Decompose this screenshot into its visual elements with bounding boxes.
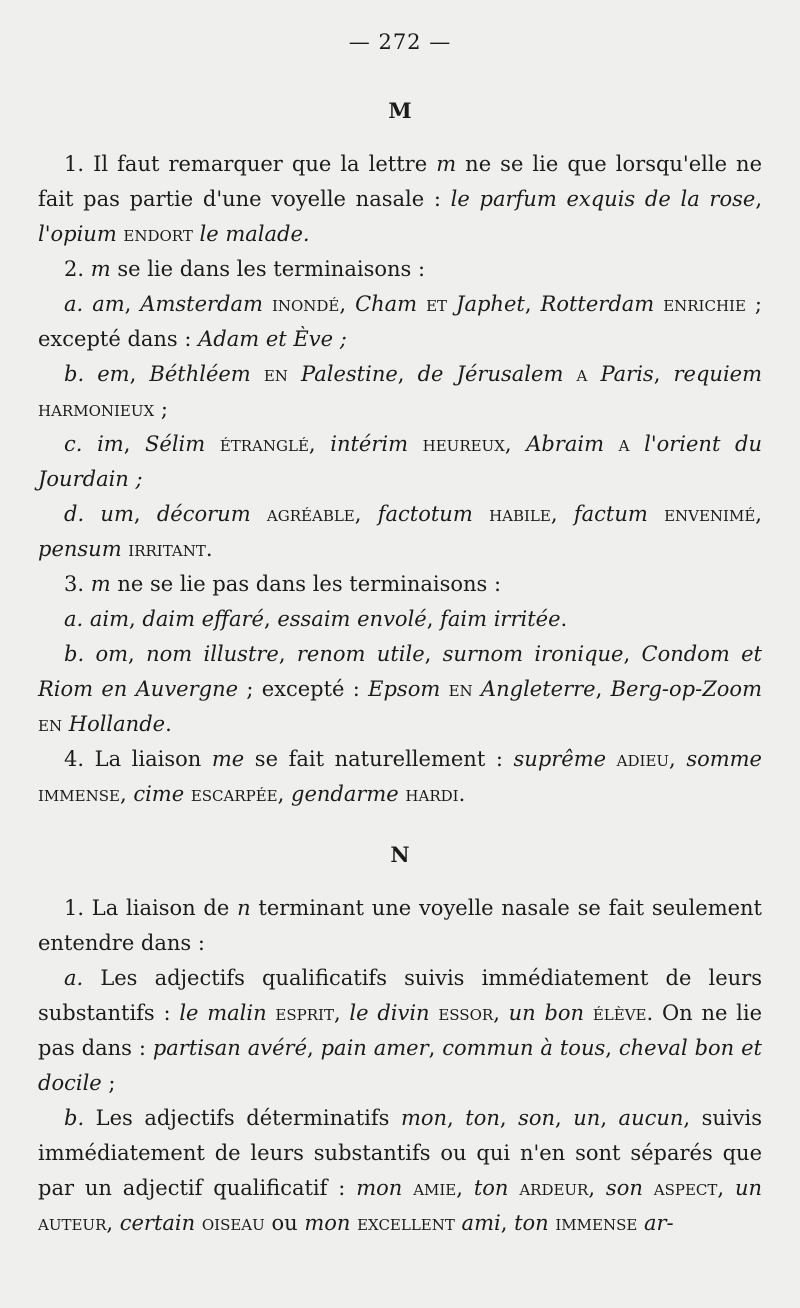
paragraph-m2a (38, 287, 762, 357)
italic-text: un (734, 1176, 763, 1200)
text-segment: , (307, 1036, 321, 1060)
text-segment: , (623, 642, 642, 666)
paragraph-n1b (38, 1101, 762, 1241)
text-segment: , (524, 292, 541, 316)
small-caps-text: envenimé (664, 502, 756, 526)
small-caps-text: auteur (38, 1211, 107, 1235)
paragraph-m2c (38, 427, 762, 497)
italic-text: son (518, 1106, 556, 1130)
text-segment: , (500, 1211, 515, 1235)
text-segment: 4. La liaison (64, 747, 212, 771)
italic-text: Adam et Ève ; (198, 327, 347, 351)
italic-text: ton (465, 1106, 500, 1130)
italic-text: l'orient du Jourdain ; (38, 432, 762, 491)
small-caps-text: esprit (275, 1001, 334, 1025)
italic-text: mon (304, 1211, 358, 1235)
text-segment: , (106, 1211, 120, 1235)
italic-text: son (605, 1176, 654, 1200)
italic-text: le malin (179, 1001, 276, 1025)
text-segment: . (560, 607, 568, 631)
small-caps-text: et (426, 292, 448, 316)
italic-text: c. im (64, 432, 124, 456)
text-segment: , (128, 642, 147, 666)
text-segment: . On ne lie pas dans : (38, 1001, 763, 1060)
italic-text: certain (119, 1211, 202, 1235)
italic-text: factotum (377, 502, 490, 526)
text-segment: . (458, 782, 466, 806)
text-segment: , (588, 1176, 606, 1200)
text-segment: . (205, 537, 213, 561)
small-caps-text: élève (592, 1001, 647, 1025)
text-segment: , (123, 432, 146, 456)
italic-text: b. om (64, 642, 129, 666)
italic-text: Angleterre (472, 677, 596, 701)
paragraph-m3b (38, 637, 762, 742)
italic-text: l'opium (38, 222, 124, 246)
italic-text: b. em (64, 362, 130, 386)
italic-text: ton (473, 1176, 520, 1200)
text-segment: , (397, 362, 418, 386)
text-segment: , (424, 642, 443, 666)
text-segment: , (426, 607, 441, 631)
text-segment: , (504, 432, 527, 456)
text-segment: 1. La liaison de (64, 896, 238, 920)
italic-text: Béthléem (149, 362, 264, 386)
italic-text: le parfum exquis de la rose (450, 187, 756, 211)
italic-text: partisan avéré (152, 1036, 308, 1060)
italic-text: surnom ironique (442, 642, 624, 666)
small-caps-text: amie (413, 1176, 457, 1200)
text-segment: 3. (64, 572, 91, 596)
italic-text: cime (133, 782, 191, 806)
italic-text: aucun (618, 1106, 684, 1130)
italic-text: Rotterdam (540, 292, 664, 316)
small-caps-text: a (576, 362, 588, 386)
small-caps-text: oiseau (201, 1211, 265, 1235)
italic-text: ar- (637, 1211, 674, 1235)
small-caps-text: harmonieux (38, 397, 155, 421)
italic-text: un bon (508, 1001, 593, 1025)
paragraph-m3 (38, 567, 762, 602)
italic-text: daim effaré (142, 607, 264, 631)
text-segment: , (308, 432, 331, 456)
italic-text: somme (686, 747, 762, 771)
small-caps-text: en (263, 362, 288, 386)
paragraph-m3a (38, 602, 762, 637)
text-segment: ; (154, 397, 168, 421)
italic-text: intérim (330, 432, 423, 456)
text-segment: , (595, 677, 611, 701)
italic-text: b. (64, 1106, 96, 1130)
italic-text: le malade. (192, 222, 310, 246)
italic-text: décorum (156, 502, 267, 526)
text-segment: , (447, 1106, 466, 1130)
italic-text: mon (400, 1106, 448, 1130)
italic-text: faim irritée (440, 607, 561, 631)
italic-text: n (237, 896, 251, 920)
section-heading-n: N (390, 842, 410, 867)
text-segment: , (669, 747, 687, 771)
small-caps-text: inondé (271, 292, 340, 316)
small-caps-text: ardeur (519, 1176, 589, 1200)
italic-text: requiem (673, 362, 763, 386)
small-caps-text: agréable (266, 502, 355, 526)
text-segment: , (605, 1036, 619, 1060)
text-segment: 2. (64, 257, 91, 281)
text-segment: , (456, 1176, 474, 1200)
italic-text: Palestine (287, 362, 398, 386)
text-segment: se fait naturellement : (244, 747, 514, 771)
section-m (38, 98, 762, 812)
paragraph-m2 (38, 252, 762, 287)
italic-text: m (90, 257, 111, 281)
italic-text: de Jérusalem (417, 362, 577, 386)
italic-text: suprême (513, 747, 617, 771)
text-segment: , (493, 1001, 509, 1025)
small-caps-text: a (618, 432, 630, 456)
text-segment: , (755, 187, 762, 211)
text-segment: , (263, 607, 278, 631)
text-segment: ou (264, 1211, 305, 1235)
italic-text: m (436, 152, 457, 176)
small-caps-text: habile (489, 502, 551, 526)
text-segment: ; excepté dans : (38, 292, 762, 351)
text-segment: , (277, 782, 291, 806)
italic-text: nom illustre (146, 642, 279, 666)
italic-text: Japhet (447, 292, 525, 316)
italic-text: ton (514, 1211, 556, 1235)
italic-text: me (211, 747, 245, 771)
text-segment: , (133, 502, 157, 526)
small-caps-text: immense (38, 782, 120, 806)
small-caps-text: hardi (405, 782, 459, 806)
small-caps-text: excellent (357, 1211, 455, 1235)
text-segment: ; (101, 1071, 116, 1095)
text-segment: ; excepté : (238, 677, 369, 701)
text-segment: , (333, 1001, 350, 1025)
text-segment: terminant une voyelle nasale se fait seulement entendre dans : (38, 896, 762, 955)
small-caps-text: étranglé (219, 432, 309, 456)
text-segment: , (755, 502, 762, 526)
text-segment: ne se lie que lorsqu'elle ne fait pas partie d'une voyelle nasale : (38, 152, 763, 211)
paragraph-n1 (38, 891, 762, 961)
text-segment: se lie dans les terminaisons : (110, 257, 426, 281)
italic-text: a. am (64, 292, 125, 316)
italic-text: pensum (38, 537, 129, 561)
text-segment: , (550, 502, 574, 526)
italic-text: Epsom (368, 677, 449, 701)
italic-text: gendarme (291, 782, 406, 806)
text-segment: , (339, 292, 356, 316)
small-caps-text: aspect (653, 1176, 718, 1200)
italic-text: commun à tous (442, 1036, 606, 1060)
paragraph-m2b (38, 357, 762, 427)
text-segment: , (129, 362, 150, 386)
text-segment: , (129, 607, 143, 631)
small-caps-text: endort (123, 222, 193, 246)
italic-text: mon (356, 1176, 414, 1200)
italic-text: Sélim (145, 432, 220, 456)
text-segment: , (555, 1106, 574, 1130)
italic-text: ami (454, 1211, 501, 1235)
text-segment: 1. Il faut remarquer que la lettre (64, 152, 437, 176)
small-caps-text: en (448, 677, 473, 701)
text-segment: , (653, 362, 674, 386)
italic-text: renom utile (296, 642, 425, 666)
text-segment: , (124, 292, 141, 316)
italic-text: le divin (349, 1001, 439, 1025)
italic-text: Condom et Riom en Auvergne (38, 642, 762, 701)
text-segment: , (428, 1036, 443, 1060)
section-n (38, 842, 762, 1241)
section-heading-m: M (388, 98, 412, 123)
paragraph-m4 (38, 742, 762, 812)
italic-text: Cham (355, 292, 427, 316)
small-caps-text: en (38, 712, 63, 736)
small-caps-text: enrichie (663, 292, 746, 316)
paragraph-m2d (38, 497, 762, 567)
small-caps-text: adieu (616, 747, 670, 771)
italic-text: Hollande (62, 712, 166, 736)
text-segment: , suivis immédiatement de leurs substantifs ou qui n'en sont séparés que par un adjectif qualificatif : (38, 1106, 762, 1200)
text-segment: , (278, 642, 297, 666)
text-segment: , (354, 502, 378, 526)
paragraph-n1a (38, 961, 762, 1101)
italic-text: d. um (64, 502, 134, 526)
small-caps-text: essor (438, 1001, 494, 1025)
italic-text: pain amer (320, 1036, 429, 1060)
italic-text: a. aim (64, 607, 130, 631)
text-segment: , (600, 1106, 619, 1130)
italic-text: un (573, 1106, 601, 1130)
small-caps-text: heureux (422, 432, 505, 456)
italic-text: m (90, 572, 111, 596)
italic-text: Berg-op-Zoom (610, 677, 762, 701)
text-segment: Les adjectifs déterminatifs (95, 1106, 401, 1130)
italic-text: Abraim (526, 432, 619, 456)
text-segment: , (119, 782, 134, 806)
italic-text: cheval bon et docile (38, 1036, 762, 1095)
page-number: — 272 — (348, 30, 452, 54)
small-caps-text: irritant (128, 537, 206, 561)
italic-text: Amsterdam (140, 292, 272, 316)
italic-text: essaim envolé (277, 607, 427, 631)
text-segment: , (499, 1106, 519, 1130)
text-segment: , (717, 1176, 735, 1200)
text-segment: . (165, 712, 172, 736)
small-caps-text: escarpée (190, 782, 278, 806)
text-segment: ne se lie pas dans les terminaisons : (110, 572, 502, 596)
small-caps-text: immense (555, 1211, 638, 1235)
italic-text: factum (573, 502, 665, 526)
italic-text: a. (64, 966, 101, 990)
text-segment: Les adjectifs qualificatifs suivis immédiatement de leurs substantifs : (38, 966, 762, 1025)
paragraph-m1 (38, 147, 762, 252)
italic-text: Paris (587, 362, 654, 386)
